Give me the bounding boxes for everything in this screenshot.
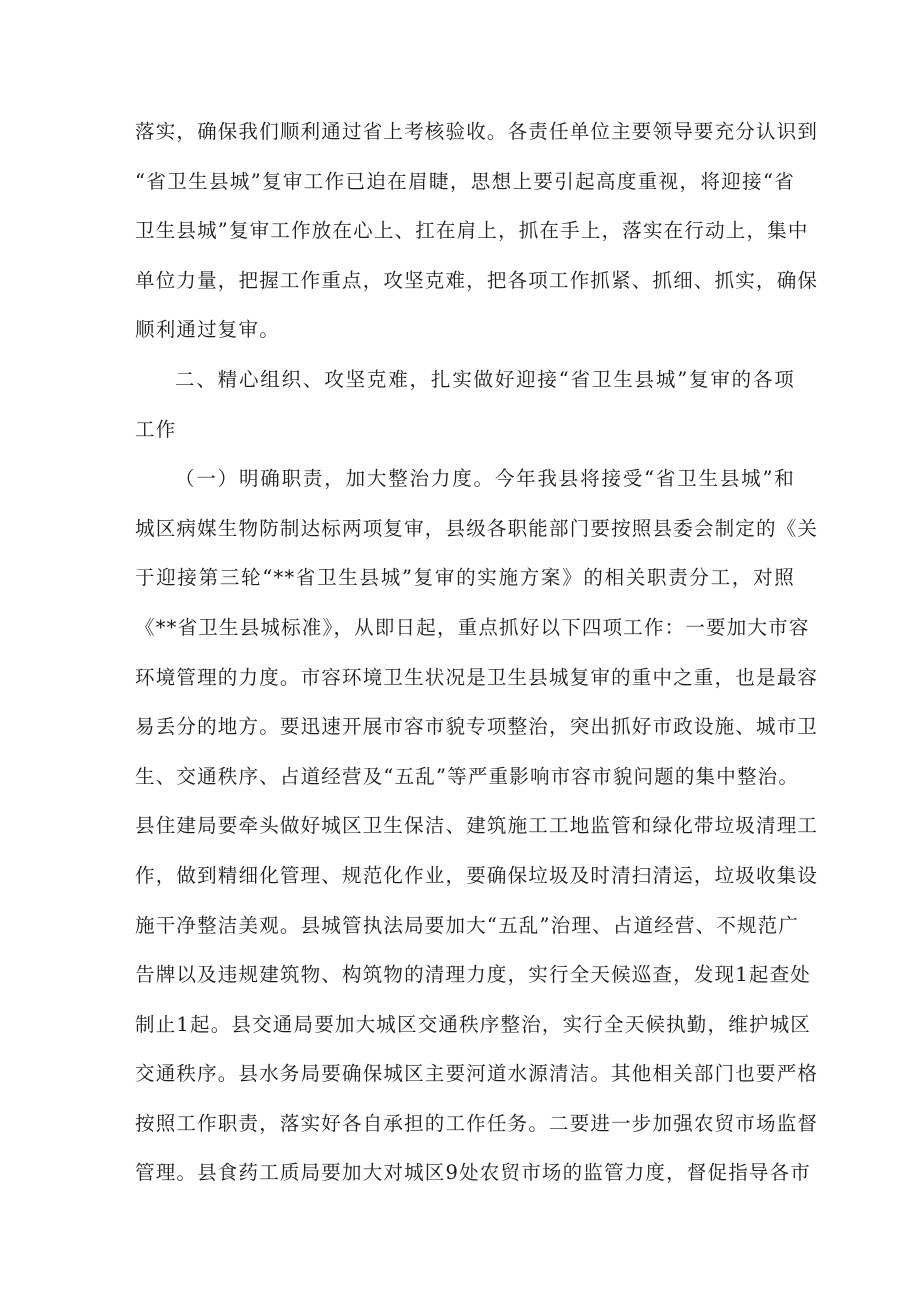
- body-line: 于迎接第三轮“**省卫生县城”复审的实施方案》的相关职责分工，对照: [135, 566, 795, 590]
- body-line: 县住建局要牵头做好城区卫生保洁、建筑施工工地监管和绿化带垃圾清理工: [135, 814, 819, 838]
- body-line: 《**省卫生县城标准》，从即日起，重点抓好以下四项工作：一要加大市容: [135, 615, 810, 639]
- body-line: 落实，确保我们顺利通过省上考核验收。各责任单位主要领导要充分认识到: [135, 120, 819, 143]
- body-line: 生、交通秩序、占道经营及“五乱”等严重影响市容市貌问题的集中整治。: [135, 764, 800, 788]
- body-line: 作，做到精细化管理、规范化作业，要确保垃圾及时清扫清运，垃圾收集设: [135, 863, 819, 887]
- document-body: [135, 107, 819, 1198]
- body-line: 按照工作职责，落实好各自承担的工作任务。二要进一步加强农贸市场监督: [135, 1111, 819, 1135]
- body-line: 城区病媒生物防制达标两项复审，县级各职能部门要按照县委会制定的《关: [135, 516, 819, 540]
- body-line: 单位力量，把握工作重点，攻坚克难，把各项工作抓紧、抓细、抓实，确保: [135, 268, 819, 292]
- body-line: “省卫生县城”复审工作已迫在眉睫，思想上要引起高度重视，将迎接“省: [135, 169, 795, 193]
- body-line: 卫生县城”复审工作放在心上、扛在肩上，抓在手上，落实在行动上，集中: [135, 219, 809, 243]
- section-heading-line: 二、精心组织、攻坚克难，扎实做好迎接“省卫生县城”复审的各项: [175, 367, 795, 391]
- section-heading-line: 工作: [135, 417, 177, 441]
- body-line: （一）明确职责，加大整治力度。今年我县将接受“省卫生县城”和: [175, 467, 795, 491]
- body-line: 管理。县食药工质局要加大对城区9处农贸市场的监管力度，督促指导各市: [135, 1161, 812, 1185]
- body-line: 告牌以及违规建筑物、构筑物的清理力度，实行全天候巡查，发现1起查处: [135, 963, 812, 987]
- body-line: 环境管理的力度。市容环境卫生状况是卫生县城复审的重中之重，也是最容: [135, 665, 819, 689]
- body-line: 交通秩序。县水务局要确保城区主要河道水源清洁。其他相关部门也要严格: [135, 1062, 819, 1086]
- body-line: 顺利通过复审。: [135, 318, 280, 342]
- body-line: 制止1起。县交通局要加大城区交通秩序整治，实行全天候执勤，维护城区: [135, 1012, 812, 1036]
- body-line: 易丢分的地方。要迅速开展市容市貌专项整治，突出抓好市政设施、城市卫: [135, 715, 819, 739]
- body-line: 施干净整洁美观。县城管执法局要加大“五乱”治理、占道经营、不规范广: [135, 913, 800, 937]
